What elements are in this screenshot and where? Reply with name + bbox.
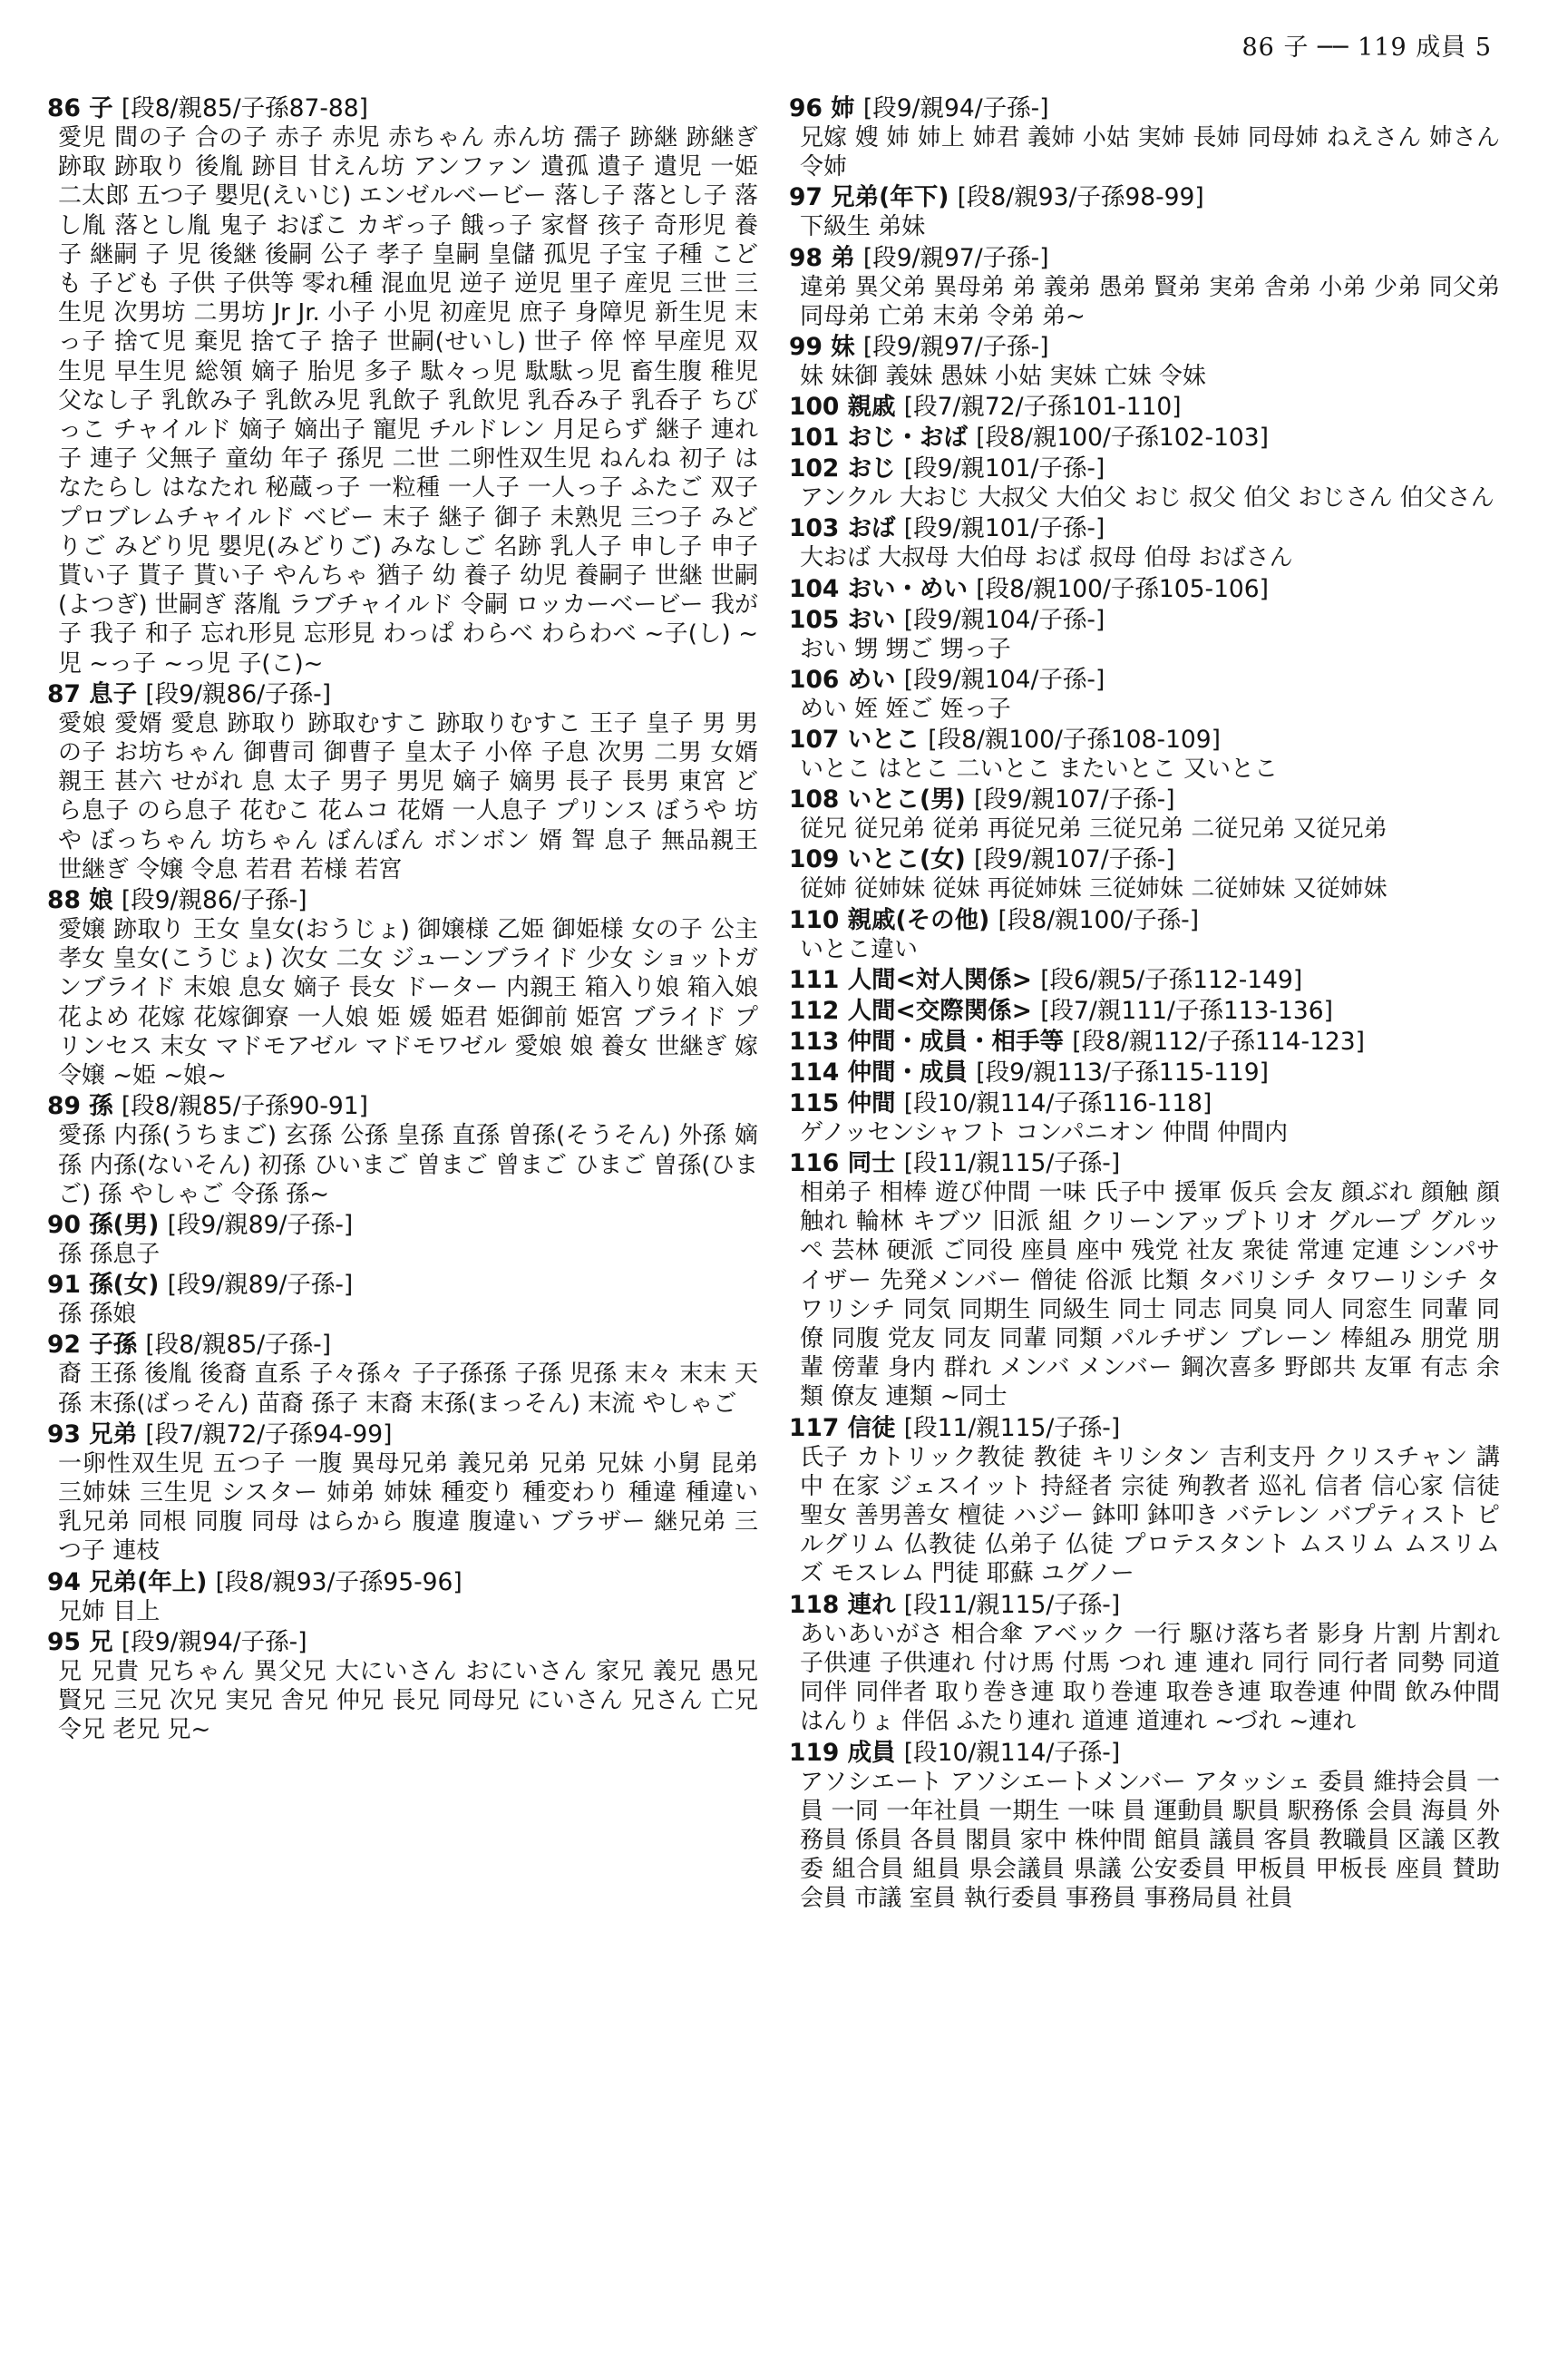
entry-100 [789, 393, 1500, 422]
entry-term: 孫(男) [89, 1210, 160, 1239]
entry-synonyms: 裔 王孫 後胤 後裔 直系 子々孫々 子子孫孫 子孫 児孫 末々 末末 天孫 末孫(ばっそん) 苗裔 孫子 末裔 末孫(まっそん) 末流 やしゃご [58, 1361, 758, 1418]
entry-reference: [段9/親104/子孫-] [903, 665, 1105, 694]
entry-synonyms: ゲノッセンシャフト コンパニオン 仲間 仲間内 [800, 1118, 1289, 1146]
entry-synonyms: 兄 兄貴 兄ちゃん 異父兄 大にいさん おにいさん 家兄 義兄 愚兄 賢兄 三兄 次兄 実兄 舎兄 仲兄 長兄 同母兄 にいさん 兄さん 亡兄 令兄 老兄 兄~ [58, 1657, 758, 1744]
entry-heading [789, 785, 1500, 814]
entry-number: 111 [789, 965, 840, 994]
entry-number: 87 [47, 679, 81, 708]
entry-reference: [段11/親115/子孫-] [903, 1149, 1121, 1178]
entry-synonyms: 従兄 従兄弟 従弟 再従兄弟 三従兄弟 二従兄弟 又従兄弟 [800, 815, 1387, 844]
entry-88 [47, 886, 758, 1090]
entry-synonyms: 妹 妹御 義妹 愚妹 小姑 実妹 亡妹 令妹 [800, 363, 1206, 391]
entry-synonyms: あいあいがさ 相合傘 アベック 一行 駆け落ち者 影身 片割 片割れ 子供連 子供連れ 付け馬 付馬 つれ 連 連れ 同行 同行者 同勢 同道 同伴 同伴者 取り巻き連 取り巻連 取巻き連 取巻連 仲間 飲み仲間 はんりょ 伴侶 ふたり連れ 道連 道連れ ~づれ ~連れ [800, 1620, 1500, 1736]
entry-synonyms: 愛娘 愛婿 愛息 跡取り 跡取むすこ 跡取りむすこ 王子 皇子 男 男の子 お坊ちゃん 御曹司 御曹子 皇太子 小倅 子息 次男 二男 女婿 親王 甚六 せがれ 息 太子 男子 男児 嫡子 嫡男 長子 長男 東宮 どら息子 のら息子 花むこ 花ムコ 花婿 一人息子 プリンス ぼうや 坊や ぼっちゃん 坊ちゃん ぼんぼん ボンボン 婿 聟 息子 無品親王 世継ぎ 令嬢 令息 若君 若様 若宮 [58, 709, 758, 883]
entry-99 [789, 333, 1500, 391]
entry-heading [789, 1028, 1500, 1057]
entry-term: 妹 [831, 333, 855, 362]
entry-heading [47, 1420, 758, 1449]
entry-number: 114 [789, 1058, 840, 1087]
entry-reference: [段9/親104/子孫-] [903, 605, 1105, 634]
entry-heading [789, 183, 1500, 212]
entry-reference: [段9/親97/子孫-] [862, 333, 1049, 362]
entry-number: 92 [47, 1331, 81, 1360]
entry-term: 仲間・成員 [847, 1058, 969, 1087]
entry-heading [47, 1271, 758, 1300]
entry-term: 人間<交際関係> [847, 996, 1032, 1025]
entry-reference: [段9/親94/子孫-] [862, 94, 1049, 122]
entry-heading [47, 680, 758, 709]
entry-95 [47, 1628, 758, 1745]
entry-heading [789, 514, 1500, 543]
entry-heading [47, 1331, 758, 1360]
entry-86 [47, 94, 758, 678]
entry-number: 116 [789, 1149, 840, 1178]
entry-104 [789, 575, 1500, 604]
entry-number: 103 [789, 514, 840, 543]
entry-heading [789, 906, 1500, 935]
entry-108 [789, 785, 1500, 844]
entry-synonyms: 一卵性双生児 五つ子 一腹 異母兄弟 義兄弟 兄弟 兄妹 小舅 昆弟 三姉妹 三生児 シスター 姉弟 姉妹 種変り 種変わり 種違 種違い 乳兄弟 同根 同腹 同母 はらから 腹違 腹違い ブラザー 継兄弟 三つ子 連枝 [58, 1449, 758, 1566]
entry-92 [47, 1331, 758, 1418]
entry-term: 兄弟(年下) [831, 183, 949, 212]
entry-synonyms: 孫 孫息子 [58, 1240, 161, 1268]
entry-113 [789, 1028, 1500, 1057]
entry-103 [789, 514, 1500, 572]
entry-number: 108 [789, 785, 840, 814]
entry-89 [47, 1092, 758, 1209]
entry-heading [789, 1058, 1500, 1088]
entry-heading [789, 94, 1500, 123]
entry-heading [789, 575, 1500, 604]
entry-117 [789, 1414, 1500, 1589]
entry-term: おば [847, 514, 896, 543]
entry-101 [789, 424, 1500, 453]
entry-heading [789, 1591, 1500, 1620]
entry-reference: [段7/親72/子孫101-110] [903, 393, 1182, 422]
entry-reference: [段9/親97/子孫-] [862, 243, 1049, 272]
entry-heading [47, 1628, 758, 1657]
entry-number: 117 [789, 1413, 840, 1442]
entry-number: 96 [789, 94, 823, 122]
entry-number: 106 [789, 665, 840, 694]
entry-reference: [段8/親112/子孫114-123] [1072, 1027, 1365, 1056]
entry-synonyms: 従姉 従姉妹 従妹 再従姉妹 三従姉妹 二従姉妹 又従姉妹 [800, 875, 1387, 903]
entry-reference: [段8/親85/子孫90-91] [121, 1092, 368, 1121]
entry-heading [47, 1092, 758, 1121]
entry-119 [789, 1739, 1500, 1914]
entry-term: 人間<対人関係> [847, 965, 1032, 994]
entry-term: 信徒 [847, 1413, 896, 1442]
right-column [789, 94, 1500, 1916]
entry-term: おじ [847, 454, 896, 483]
entry-synonyms: 相弟子 相棒 遊び仲間 一味 氏子中 援軍 仮兵 会友 顔ぶれ 顔触 顔触れ 輪林 キブツ 旧派 組 クリーンアップトリオ グループ グルッペ 芸林 硬派 ご同役 座員 座中 残党 社友 衆徒 常連 定連 シンパサイザー 先発メンバー 僧徒 俗派 比類 タバリシチ タワーリシチ タワリシチ 同気 同期生 同級生 同士 同志 同臭 同人 同窓生 同輩 同僚 同腹 党友 同友 同輩 同類 パルチザン ブレーン 棒組み 朋党 朋輩 傍輩 身内 群れ メンバ メンバー 鋼次喜多 野郎共 友軍 有志 余類 僚友 連類 ~同士 [800, 1179, 1500, 1411]
entry-number: 99 [789, 333, 823, 362]
entry-reference: [段8/親93/子孫95-96] [215, 1567, 462, 1596]
entry-term: おい・めい [847, 574, 969, 603]
entry-term: いとこ(男) [847, 785, 966, 814]
entry-heading [789, 393, 1500, 422]
entry-heading [789, 454, 1500, 483]
entry-synonyms: 孫 孫娘 [58, 1301, 137, 1329]
entry-heading [47, 94, 758, 123]
entry-number: 93 [47, 1419, 81, 1448]
entry-synonyms: 兄嫁 嫂 姉 姉上 姉君 義姉 小姑 実姉 長姉 同母姉 ねえさん 姉さん 令姉 [800, 124, 1500, 181]
entry-term: 親戚(その他) [847, 905, 990, 934]
entry-number: 97 [789, 183, 823, 212]
entry-number: 101 [789, 424, 840, 453]
entry-heading [789, 997, 1500, 1026]
entry-94 [47, 1568, 758, 1626]
entry-114 [789, 1058, 1500, 1088]
entry-term: 姉 [831, 94, 855, 122]
entry-reference: [段7/親111/子孫113-136] [1040, 996, 1333, 1025]
entry-term: 弟 [831, 243, 855, 272]
entry-term: 息子 [89, 679, 138, 708]
entry-98 [789, 244, 1500, 331]
entry-term: 子孫 [89, 1331, 138, 1360]
entry-heading [789, 845, 1500, 874]
entry-number: 115 [789, 1088, 840, 1117]
entry-synonyms: 違弟 異父弟 異母弟 弟 義弟 愚弟 賢弟 実弟 舎弟 小弟 少弟 同父弟 同母弟 亡弟 末弟 令弟 弟~ [800, 273, 1500, 330]
entry-115 [789, 1089, 1500, 1147]
entry-heading [789, 1414, 1500, 1443]
entry-reference: [段7/親72/子孫94-99] [145, 1419, 393, 1448]
entry-90 [47, 1211, 758, 1269]
entry-heading [789, 966, 1500, 995]
entry-reference: [段9/親86/子孫-] [121, 886, 307, 915]
entry-synonyms: 愛児 間の子 合の子 赤子 赤児 赤ちゃん 赤ん坊 孺子 跡継 跡継ぎ 跡取 跡取り 後胤 跡目 甘えん坊 アンファン 遺孤 遺子 遺児 一姫二太郎 五つ子 嬰児(えいじ) エンゼルベービー 落し子 落とし子 落し胤 落とし胤 鬼子 おぼこ カギっ子 餓っ子 家督 孩子 奇形児 養子 継嗣 子 児 後継 後嗣 公子 孝子 皇嗣 皇儲 孤児 子宝 子種 こども 子ども 子供 子供等 零れ種 混血児 逆子 逆児 里子 産児 三世 三生児 次男坊 二男坊 Jr Jr. 小子 小児 初産児 庶子 身障児 新生児 末っ子 捨て児 棄児 捨て子 捨子 世嗣(せいし) 世子 倅 悴 早産児 双生児 早生児 総領 嫡子 胎児 多子 駄々っ児 駄駄っ児 畜生腹 稚児 父なし子 乳飲み子 乳飲み児 乳飲子 乳飲児 乳呑み子 乳呑子 ちびっこ チャイルド 嫡子 嫡出子 寵児 チルドレン 月足らず 継子 連れ子 連子 父無子 童幼 年子 孫児 二世 二卵性双生児 ねんね 初子 はなたらし はなたれ 秘蔵っ子 一粒種 一人子 一人っ子 ふたご 双子 プロブレムチャイルド ベビー 末子 継子 御子 未熟児 三つ子 みどりご みどり児 嬰児(みどりご) みなしご 名跡 乳人子 申し子 申子 貰い子 貰子 貰い子 やんちゃ 猶子 幼 養子 幼児 養嗣子 世継 世嗣(よつぎ) 世嗣ぎ 落胤 ラブチャイルド 令嗣 ロッカーベービー 我が子 我子 和子 忘れ形見 忘形見 わっぱ わらべ わらわべ ~子(し) ~児 ~っ子 ~っ児 子(こ)~ [58, 124, 758, 678]
entry-number: 119 [789, 1738, 840, 1767]
entry-111 [789, 966, 1500, 995]
entry-reference: [段9/親107/子孫-] [974, 845, 1175, 874]
entry-heading [47, 1568, 758, 1597]
entry-reference: [段8/親85/子孫-] [145, 1331, 332, 1360]
entry-term: 娘 [89, 886, 113, 915]
entry-synonyms: 愛嬢 跡取り 王女 皇女(おうじょ) 御嬢様 乙姫 御姫様 女の子 公主 孝女 皇女(こうじょ) 次女 二女 ジューンブライド 少女 ショットガンブライド 末娘 息女 嫡子 長女 ドーター 内親王 箱入り娘 箱入娘 花よめ 花嫁 花嫁御寮 一人娘 姫 媛 姫君 姫御前 姫宮 ブライド プリンセス 末女 マドモアゼル マドモワゼル 愛娘 娘 養女 世継ぎ 嫁 令嬢 ~姫 ~娘~ [58, 916, 758, 1090]
entry-synonyms: 大おば 大叔母 大伯母 おば 叔母 伯母 おばさん [800, 544, 1293, 572]
entry-reference: [段8/親100/子孫-] [998, 905, 1200, 934]
entry-reference: [段9/親86/子孫-] [145, 679, 332, 708]
entry-synonyms: 氏子 カトリック教徒 教徒 キリシタン 吉利支丹 クリスチャン 講中 在家 ジェスイット 持経者 宗徒 殉教者 巡礼 信者 信心家 信徒 聖女 善男善女 檀徒 ハジー 鉢叩 鉢叩き バテレン バプティスト ピルグリム 仏教徒 仏弟子 仏徒 プロテスタント ムスリム ムスリムズ モスレム 門徒 耶蘇 ユグノー [800, 1443, 1500, 1588]
entry-synonyms: 愛孫 内孫(うちまご) 玄孫 公孫 皇孫 直孫 曽孫(そうそん) 外孫 嫡孫 内孫(ないそん) 初孫 ひいまご 曽まご 曾まご ひまご 曽孫(ひまご) 孫 やしゃご 令孫 孫~ [58, 1122, 758, 1208]
entry-109 [789, 845, 1500, 903]
entry-heading [789, 333, 1500, 362]
entry-heading [789, 666, 1500, 695]
entry-number: 90 [47, 1210, 81, 1239]
entry-reference: [段11/親115/子孫-] [903, 1413, 1121, 1442]
entry-reference: [段8/親100/子孫108-109] [928, 726, 1221, 755]
entry-number: 95 [47, 1627, 81, 1656]
entry-number: 107 [789, 726, 840, 755]
entry-reference: [段8/親100/子孫102-103] [976, 424, 1269, 453]
entry-number: 105 [789, 605, 840, 634]
entry-heading [47, 886, 758, 915]
entry-107 [789, 726, 1500, 784]
entry-number: 113 [789, 1027, 840, 1056]
entry-97 [789, 183, 1500, 241]
entry-heading [789, 424, 1500, 453]
entry-heading [47, 1211, 758, 1240]
entry-term: 連れ [847, 1590, 896, 1619]
entry-87 [47, 680, 758, 884]
entry-116 [789, 1149, 1500, 1412]
entry-reference: [段11/親115/子孫-] [903, 1590, 1121, 1619]
entry-105 [789, 606, 1500, 664]
entry-heading [789, 1739, 1500, 1768]
entry-heading [789, 726, 1500, 755]
entry-number: 110 [789, 905, 840, 934]
entry-118 [789, 1591, 1500, 1737]
entry-110 [789, 906, 1500, 964]
entry-reference: [段8/親85/子孫87-88] [121, 94, 368, 122]
entry-term: 成員 [847, 1738, 896, 1767]
entry-synonyms: いとこ違い [800, 935, 919, 963]
entry-number: 91 [47, 1271, 81, 1300]
entry-synonyms: アソシエート アソシエートメンバー アタッシェ 委員 維持会員 一員 一同 一年社員 一期生 一味 員 運動員 駅員 駅務係 会員 海員 外務員 係員 各員 閣員 家中 株仲間 館員 議員 客員 教職員 区議 区教委 組合員 組員 県会議員 県議 公安委員 甲板員 甲板長 座員 賛助会員 市議 室員 執行委員 事務員 事務局員 社員 [800, 1768, 1500, 1913]
entry-reference: [段9/親89/子孫-] [167, 1210, 354, 1239]
entry-112 [789, 997, 1500, 1026]
entry-reference: [段8/親93/子孫98-99] [957, 183, 1204, 212]
entry-93 [47, 1420, 758, 1566]
entry-term: 兄弟 [89, 1419, 138, 1448]
entry-term: めい [847, 665, 896, 694]
entry-91 [47, 1271, 758, 1329]
entry-term: 仲間 [847, 1088, 896, 1117]
entry-reference: [段9/親113/子孫115-119] [976, 1058, 1269, 1087]
entry-heading [789, 1149, 1500, 1178]
entry-term: いとこ [847, 726, 920, 755]
entry-reference: [段9/親94/子孫-] [121, 1627, 307, 1656]
entry-reference: [段10/親114/子孫116-118] [903, 1088, 1212, 1117]
entry-number: 89 [47, 1092, 81, 1121]
entry-synonyms: 兄姉 目上 [58, 1597, 161, 1625]
entry-number: 88 [47, 886, 81, 915]
entry-102 [789, 454, 1500, 512]
entry-number: 86 [47, 94, 81, 122]
entry-number: 104 [789, 574, 840, 603]
entry-reference: [段8/親100/子孫105-106] [976, 574, 1269, 603]
entry-heading [789, 1089, 1500, 1118]
entry-reference: [段9/親101/子孫-] [903, 514, 1105, 543]
entry-number: 118 [789, 1590, 840, 1619]
entry-term: 孫(女) [89, 1271, 160, 1300]
entry-term: 孫 [89, 1092, 113, 1121]
entry-term: 親戚 [847, 393, 896, 422]
entry-106 [789, 666, 1500, 724]
entry-heading [789, 244, 1500, 273]
entry-96 [789, 94, 1500, 181]
entry-number: 112 [789, 996, 840, 1025]
entry-reference: [段10/親114/子孫-] [903, 1738, 1121, 1767]
entry-reference: [段9/親107/子孫-] [974, 785, 1175, 814]
entry-term: いとこ(女) [847, 845, 966, 874]
entry-synonyms: めい 姪 姪ご 姪っ子 [800, 695, 1011, 723]
entry-term: おじ・おば [847, 424, 969, 453]
entry-heading [789, 606, 1500, 635]
entry-reference: [段6/親5/子孫112-149] [1040, 965, 1303, 994]
entry-synonyms: アンクル 大おじ 大叔父 大伯父 おじ 叔父 伯父 おじさん 伯父さん [800, 484, 1494, 512]
entry-number: 109 [789, 845, 840, 874]
entry-number: 100 [789, 393, 840, 422]
entry-synonyms: おい 甥 甥ご 甥っ子 [800, 635, 1011, 663]
entry-term: 子 [89, 94, 113, 122]
left-column [47, 94, 758, 1746]
entry-reference: [段9/親89/子孫-] [167, 1271, 354, 1300]
entry-term: おい [847, 605, 896, 634]
entry-number: 102 [789, 454, 840, 483]
entry-term: 兄 [89, 1627, 113, 1656]
entry-reference: [段9/親101/子孫-] [903, 454, 1105, 483]
entry-synonyms: いとこ はとこ 二いとこ またいとこ 又いとこ [800, 756, 1279, 784]
entry-number: 98 [789, 243, 823, 272]
entry-synonyms: 下級生 弟妹 [800, 213, 926, 241]
entry-term: 同士 [847, 1149, 896, 1178]
entry-term: 兄弟(年上) [89, 1567, 208, 1596]
entry-number: 94 [47, 1567, 81, 1596]
entry-term: 仲間・成員・相手等 [847, 1027, 1065, 1056]
page-header: 86 子 ── 119 成員 5 [1241, 34, 1492, 62]
